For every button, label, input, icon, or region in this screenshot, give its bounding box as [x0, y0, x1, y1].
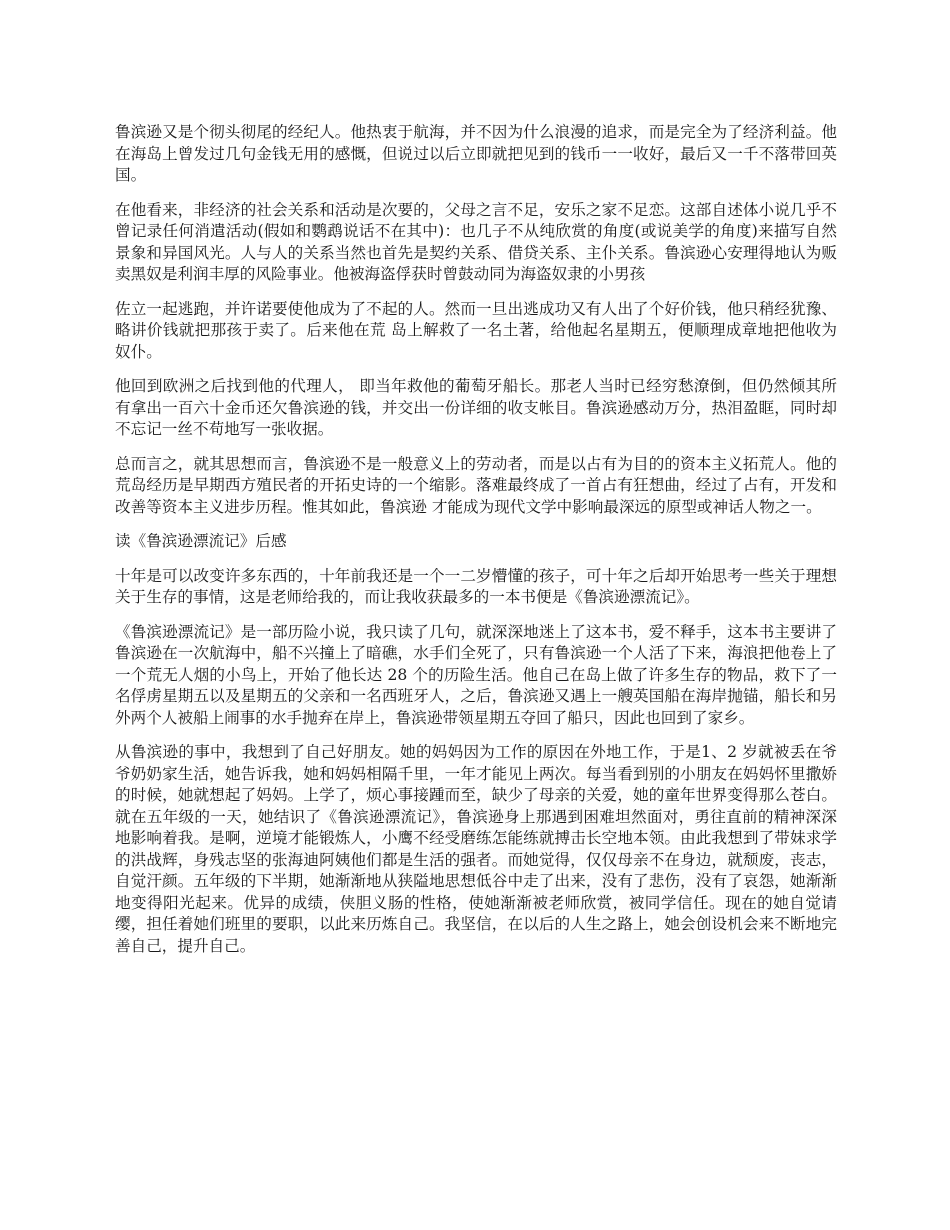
- paragraph-1: 鲁滨逊又是个彻头彻尾的经纪人。他热衷于航海，并不因为什么浪漫的追求，而是完全为了经济利益。他在海岛上曾发过几句金钱无用的感慨，但说过以后立即就把见到的钱币一一收好，最后又一千不落带回英国。: [115, 123, 837, 184]
- document-page: [115, 122, 837, 970]
- paragraph-4: 他回到欧洲之后找到他的代理人， 即当年救他的葡萄牙船长。那老人当时已经穷愁潦倒，但仍然倾其所有拿出一百六十金币还欠鲁滨逊的钱，并交出一份详细的收支帐目。鲁滨逊感动万分，热泪盈眶，同时却不忘记一丝不苟地写一张收据。: [115, 377, 837, 438]
- paragraph-8: 从鲁滨逊的事中，我想到了自己好朋友。她的妈妈因为工作的原因在外地工作，于是1、2 岁就被丢在爷爷奶奶家生活，她告诉我，她和妈妈相隔千里，一年才能见上两次。每当看到别的小朋友在妈妈怀里撒娇的时候，她就想起了妈妈。上学了，烦心事接踵而至，缺少了母亲的关爱，她的童年世界变得那么苍白。就在五年级的一天，她结识了《鲁滨逊漂流记》，鲁滨逊身上那遇到困难坦然面对，勇往直前的精神深深地影响着我。是啊，逆境才能锻炼人，小鹰不经受磨练怎能练就搏击长空地本领。由此我想到了带妹求学的洪战辉，身残志坚的张海迪阿姨他们都是生活的强者。而她觉得，仅仅母亲不在身边，就颓废，丧志，自觉汗颜。五年级的下半期，她渐渐地从狭隘地思想低谷中走了出来，没有了悲伤，没有了哀怨，她渐渐地变得阳光起来。优异的成绩，侠胆义肠的性格，使她渐渐被老师欣赏，被同学信任。现在的她自觉请缨，担任着她们班里的要职，以此来历炼自己。我坚信，在以后的人生之路上，她会创设机会来不断地完善自己，提升自己。: [115, 743, 837, 955]
- paragraph-3: 佐立一起逃跑，并许诺要使他成为了不起的人。然而一旦出逃成功又有人出了个好价钱，他只稍经犹豫、略讲价钱就把那孩于卖了。后来他在荒 岛上解救了一名土著，给他起名星期五，便顺理成章地把他收为奴仆。: [115, 299, 837, 361]
- paragraph-6: 十年是可以改变许多东西的，十年前我还是一个一二岁懵懂的孩子，可十年之后却开始思考一些关于理想关于生存的事情，这是老师给我的，而让我收获最多的一本书便是《鲁滨逊漂流记》。: [115, 566, 837, 606]
- section-title: 读《鲁滨逊漂流记》后感: [115, 532, 287, 550]
- paragraph-5: 总而言之，就其思想而言，鲁滨逊不是一般意义上的劳动者，而是以占有为目的的资本主义拓荒人。他的荒岛经历是早期西方殖民者的开拓史诗的一个缩影。落难最终成了一首占有狂想曲，经过了占有，开发和改善等资本主义进步历程。惟其如此，鲁滨逊 才能成为现代文学中影响最深远的原型或神话人物之一。: [115, 454, 837, 516]
- paragraph-2: 在他看来，非经济的社会关系和活动是次要的，父母之言不足，安乐之家不足恋。这部自述体小说几乎不曾记录任何消遣活动(假如和鹦鹉说话不在其中)：也几子不从纯欣赏的角度(或说美学的角度)来描写自然景象和异国风光。人与人的关系当然也首先是契约关系、借贷关系、主仆关系。鲁滨逊心安理得地认为贩卖黑奴是利润丰厚的风险事业。他被海盗俘获时曾鼓动同为海盗奴隶的小男孩: [115, 200, 837, 283]
- paragraph-7: 《鲁滨逊漂流记》是一部历险小说，我只读了几句，就深深地迷上了这本书，爱不释手，这本书主要讲了鲁滨逊在一次航海中，船不兴撞上了暗礁，水手们全死了，只有鲁滨逊一个人活了下来，海浪把他卷上了一个荒无人烟的小鸟上，开始了他长达 28 个的历险生活。他自己在岛上做了许多生存的物品，救下了一名俘虏星期五以及星期五的父亲和一名西班牙人，之后，鲁滨逊又遇上一艘英国船在海岸抛锚，船长和另外两个人被船上闹事的水手抛弃在岸上，鲁滨逊带领星期五夺回了船只，因此也回到了家乡。: [115, 622, 837, 727]
